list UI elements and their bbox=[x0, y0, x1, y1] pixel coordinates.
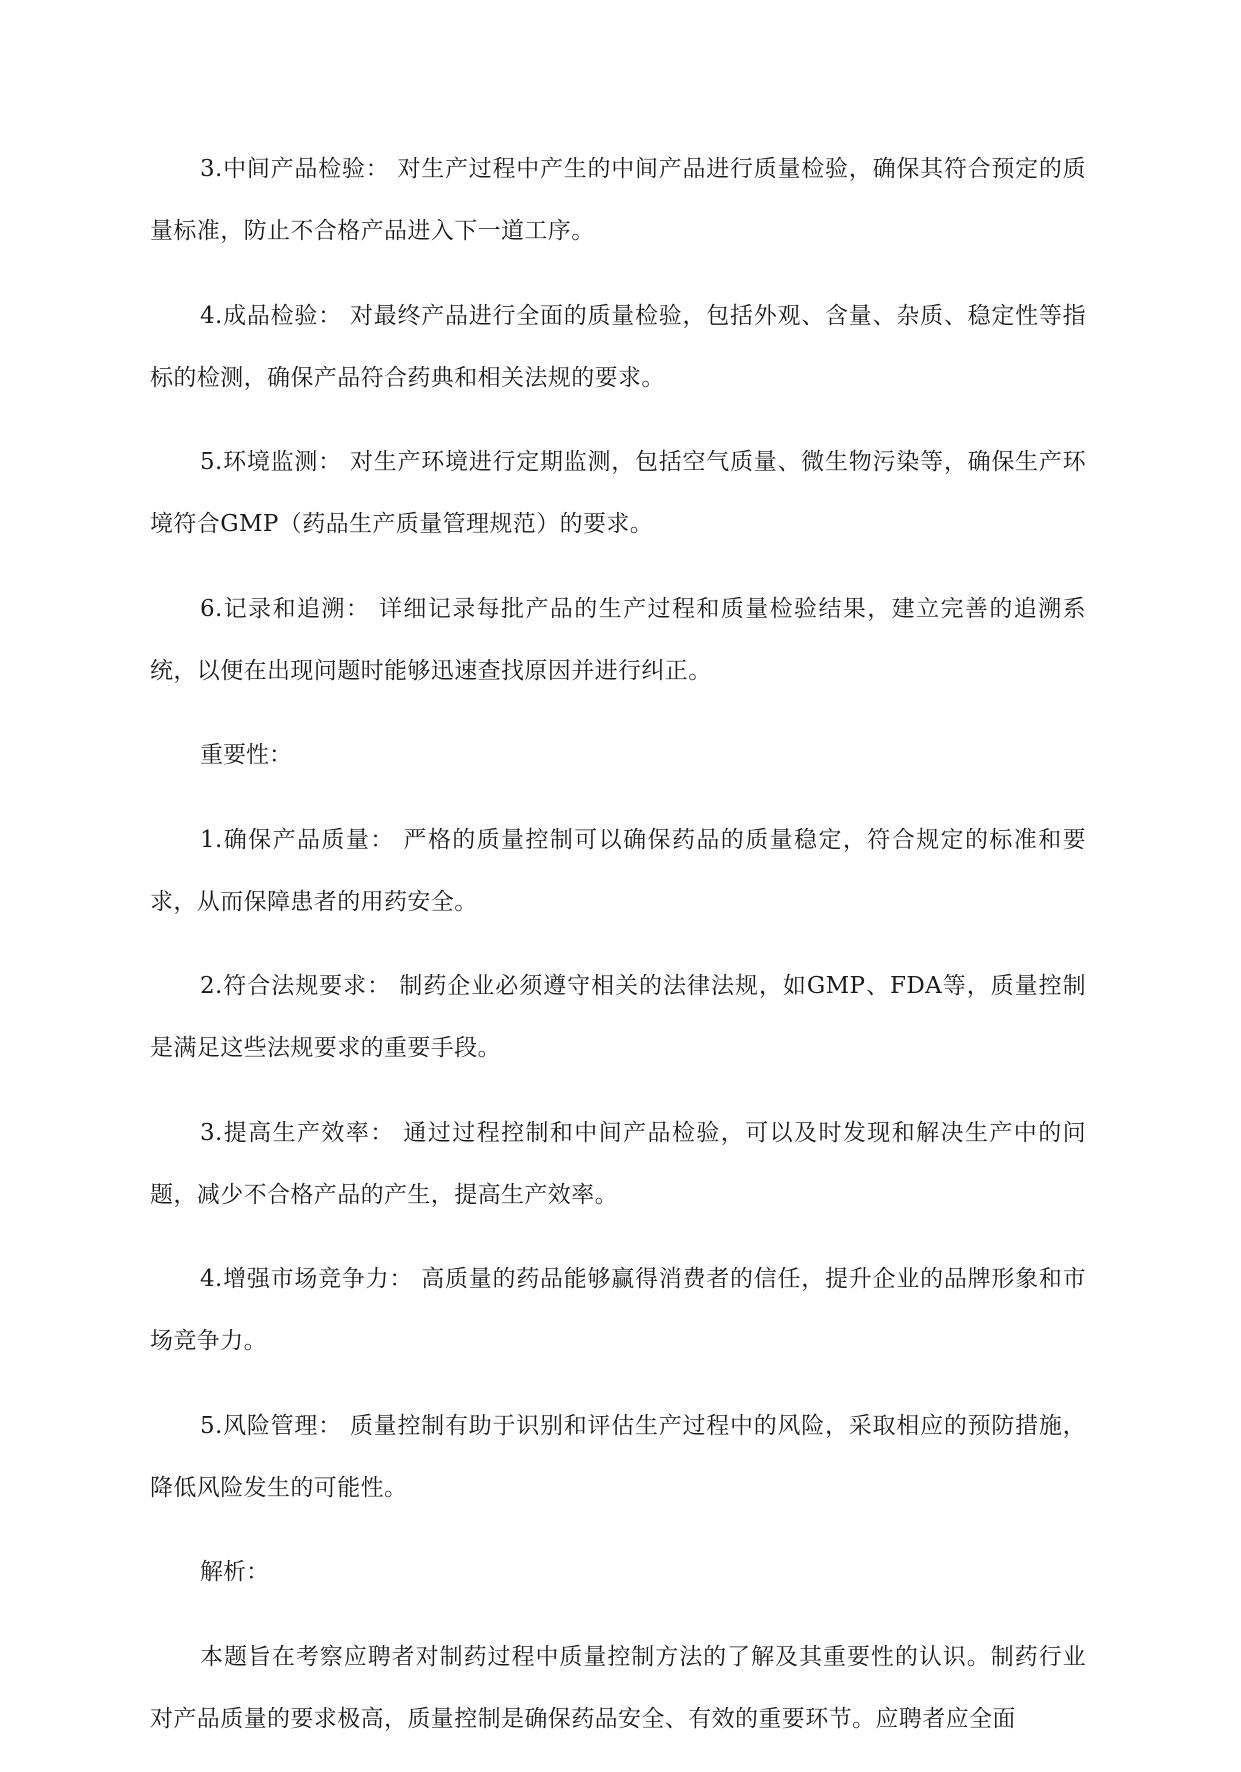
importance-text: 高质量的药品能够赢得消费者的信任，提升企业的品牌形象和市场竞争力。 bbox=[150, 1266, 1086, 1354]
qc-method-text: 详细记录每批产品的生产过程和质量检验结果，建立完善的追溯系统，以便在出现问题时能够迅速查找原因并进行纠正。 bbox=[150, 595, 1086, 684]
importance-heading: 重要性： bbox=[200, 742, 292, 768]
importance-paragraph bbox=[150, 809, 1086, 933]
qc-method-paragraph bbox=[150, 431, 1086, 555]
analysis-heading: 解析： bbox=[200, 1559, 269, 1585]
qc-method-label: 6.记录和追溯： bbox=[200, 595, 371, 622]
analysis-paragraph: 本题旨在考察应聘者对制药过程中质量控制方法的了解及其重要性的认识。制药行业对产品质量的要求极高，质量控制是确保药品安全、有效的重要环节。应聘者应全面 bbox=[150, 1643, 1086, 1732]
importance-label: 4.增强市场竞争力： bbox=[200, 1266, 414, 1292]
importance-label: 1.确保产品质量： bbox=[200, 826, 395, 853]
importance-label: 3.提高生产效率： bbox=[200, 1119, 395, 1146]
qc-method-label: 3.中间产品检验： bbox=[200, 156, 390, 182]
qc-method-text: 对生产环境进行定期监测，包括空气质量、微生物污染等，确保生产环境符合GMP（药品生产质量管理规范）的要求。 bbox=[150, 449, 1086, 537]
importance-text: 严格的质量控制可以确保药品的质量稳定，符合规定的标准和要求，从而保障患者的用药安全。 bbox=[150, 826, 1087, 915]
importance-text: 通过过程控制和中间产品检验，可以及时发现和解决生产中的问题，减少不合格产品的产生，提高生产效率。 bbox=[150, 1119, 1087, 1208]
importance-label: 2.符合法规要求： bbox=[200, 973, 392, 999]
importance-paragraph bbox=[150, 1248, 1086, 1372]
qc-method-text: 对生产过程中产生的中间产品进行质量检验，确保其符合预定的质量标准，防止不合格产品进入下一道工序。 bbox=[150, 156, 1087, 244]
qc-method-text: 对最终产品进行全面的质量检验，包括外观、含量、杂质、稳定性等指标的检测，确保产品符合药典和相关法规的要求。 bbox=[150, 302, 1086, 391]
qc-method-label: 4.成品检验： bbox=[200, 302, 342, 329]
importance-paragraph bbox=[150, 1395, 1086, 1519]
qc-method-label: 5.环境监测： bbox=[200, 449, 342, 475]
importance-text: 制药企业必须遵守相关的法律法规，如GMP、FDA等，质量控制是满足这些法规要求的重要手段。 bbox=[150, 973, 1086, 1061]
importance-paragraph bbox=[150, 955, 1086, 1079]
qc-method-paragraph bbox=[150, 578, 1086, 702]
importance-label: 5.风险管理： bbox=[200, 1412, 342, 1439]
qc-method-paragraph bbox=[150, 285, 1086, 409]
importance-paragraph bbox=[150, 1102, 1086, 1226]
importance-text: 质量控制有助于识别和评估生产过程中的风险，采取相应的预防措施，降低风险发生的可能性。 bbox=[150, 1412, 1086, 1501]
document-page bbox=[150, 138, 1086, 1772]
qc-method-paragraph bbox=[150, 138, 1086, 262]
